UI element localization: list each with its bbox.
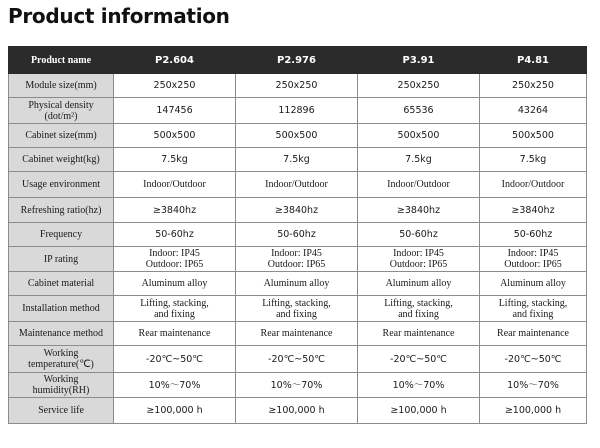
table-cell-line: Indoor: IP45: [507, 248, 559, 259]
table-cell: ≥3840hz: [480, 198, 587, 223]
table-cell: Indoor/Outdoor: [480, 172, 587, 198]
row-label-line: Physical density: [28, 99, 94, 111]
table-cell: -20℃~50℃: [236, 346, 358, 373]
row-label: [9, 346, 114, 373]
table-cell: ≥100,000 h: [236, 398, 358, 424]
table-cell: Rear maintenance: [114, 322, 236, 346]
row-label-line: Working: [43, 374, 79, 385]
table-row: [9, 346, 587, 373]
table-row: [9, 74, 587, 98]
table-cell-line: Outdoor: IP65: [267, 259, 326, 270]
table-cell: [236, 247, 358, 272]
table-cell: ≥100,000 h: [114, 398, 236, 424]
table-cell: 500x500: [358, 124, 480, 148]
table-cell: [358, 296, 480, 322]
table-cell: 250x250: [358, 74, 480, 98]
table-cell: Rear maintenance: [236, 322, 358, 346]
table-row: [9, 398, 587, 424]
header-p3-91: P3.91: [358, 47, 480, 74]
table-cell: Rear maintenance: [480, 322, 587, 346]
table-cell: Aluminum alloy: [358, 272, 480, 296]
row-label-line: Working: [43, 348, 79, 359]
table-cell-line: Outdoor: IP65: [389, 259, 448, 270]
table-cell: 43264: [480, 98, 587, 124]
table-cell: 7.5kg: [236, 148, 358, 172]
table-cell-line: and fixing: [512, 308, 554, 320]
table-cell: 50-60hz: [480, 223, 587, 247]
table-cell: 147456: [114, 98, 236, 124]
table-cell: 7.5kg: [358, 148, 480, 172]
table-cell: 10%～70%: [358, 373, 480, 398]
header-p2-976: P2.976: [236, 47, 358, 74]
row-label: Cabinet weight(kg): [9, 148, 114, 172]
table-row: [9, 223, 587, 247]
table-cell-line: Lifting, stacking,: [498, 297, 568, 309]
table-cell: ≥100,000 h: [480, 398, 587, 424]
table-cell-line: and fixing: [154, 308, 195, 320]
table-cell: 500x500: [480, 124, 587, 148]
row-label: Maintenance method: [9, 322, 114, 346]
table-cell: [114, 296, 236, 322]
table-cell-line: Indoor: IP45: [393, 248, 444, 259]
table-row: [9, 296, 587, 322]
row-label: Installation method: [9, 296, 114, 322]
table-cell: [480, 296, 587, 322]
table-row: [9, 172, 587, 198]
table-row: [9, 247, 587, 272]
table-cell: 500x500: [114, 124, 236, 148]
table-cell: Rear maintenance: [358, 322, 480, 346]
table-cell: Indoor/Outdoor: [114, 172, 236, 198]
row-label: IP rating: [9, 247, 114, 272]
table-cell: -20℃~50℃: [114, 346, 236, 373]
table-cell: 50-60hz: [358, 223, 480, 247]
table-row: [9, 98, 587, 124]
row-label: Frequency: [9, 223, 114, 247]
table-cell: 10%～70%: [480, 373, 587, 398]
table-cell-line: Lifting, stacking,: [384, 297, 453, 309]
table-cell: 500x500: [236, 124, 358, 148]
row-label: Service life: [9, 398, 114, 424]
table-cell: 7.5kg: [114, 148, 236, 172]
header-product-name: Product name: [9, 47, 114, 74]
table-cell: 250x250: [236, 74, 358, 98]
table-cell-line: Lifting, stacking,: [262, 297, 331, 309]
table-cell: 10%～70%: [114, 373, 236, 398]
header-p2-604: P2.604: [114, 47, 236, 74]
table-cell: Aluminum alloy: [236, 272, 358, 296]
table-cell: 10%～70%: [236, 373, 358, 398]
table-header-row: [9, 47, 587, 74]
row-label-line: (dot/m²): [44, 110, 78, 122]
page-title: Product information: [8, 4, 230, 28]
table-cell: Indoor/Outdoor: [236, 172, 358, 198]
table-cell: 65536: [358, 98, 480, 124]
table-cell: 250x250: [480, 74, 587, 98]
spec-table-body: [9, 74, 587, 424]
table-cell: ≥3840hz: [236, 198, 358, 223]
table-cell-line: Lifting, stacking,: [140, 297, 209, 309]
table-cell: 250x250: [114, 74, 236, 98]
row-label-line: humidity(RH): [32, 385, 90, 396]
table-cell: -20℃~50℃: [480, 346, 587, 373]
row-label: Refreshing ratio(hz): [9, 198, 114, 223]
table-cell: [480, 247, 587, 272]
table-cell: ≥100,000 h: [358, 398, 480, 424]
table-row: [9, 272, 587, 296]
table-cell: ≥3840hz: [114, 198, 236, 223]
table-row: [9, 124, 587, 148]
table-cell: 112896: [236, 98, 358, 124]
row-label: Cabinet material: [9, 272, 114, 296]
table-row: [9, 373, 587, 398]
table-cell: 50-60hz: [236, 223, 358, 247]
row-label: Usage environment: [9, 172, 114, 198]
table-cell: Aluminum alloy: [114, 272, 236, 296]
row-label-line: temperature(℃): [28, 359, 94, 370]
row-label: Cabinet size(mm): [9, 124, 114, 148]
table-cell-line: Outdoor: IP65: [145, 259, 204, 270]
header-p4-81: P4.81: [480, 47, 587, 74]
table-cell: 50-60hz: [114, 223, 236, 247]
row-label: [9, 98, 114, 124]
table-cell-line: and fixing: [276, 308, 317, 320]
spec-table: [8, 46, 587, 424]
table-cell: [114, 247, 236, 272]
table-row: [9, 148, 587, 172]
row-label: [9, 373, 114, 398]
row-label: Module size(mm): [9, 74, 114, 98]
table-row: [9, 198, 587, 223]
table-cell: Aluminum alloy: [480, 272, 587, 296]
table-cell: [236, 296, 358, 322]
table-cell-line: and fixing: [398, 308, 439, 320]
table-cell: [358, 247, 480, 272]
table-cell-line: Indoor: IP45: [271, 248, 322, 259]
table-cell: Indoor/Outdoor: [358, 172, 480, 198]
table-cell: -20℃~50℃: [358, 346, 480, 373]
table-cell: 7.5kg: [480, 148, 587, 172]
table-row: [9, 322, 587, 346]
table-cell-line: Indoor: IP45: [149, 248, 200, 259]
table-cell: ≥3840hz: [358, 198, 480, 223]
table-cell-line: Outdoor: IP65: [504, 259, 562, 270]
